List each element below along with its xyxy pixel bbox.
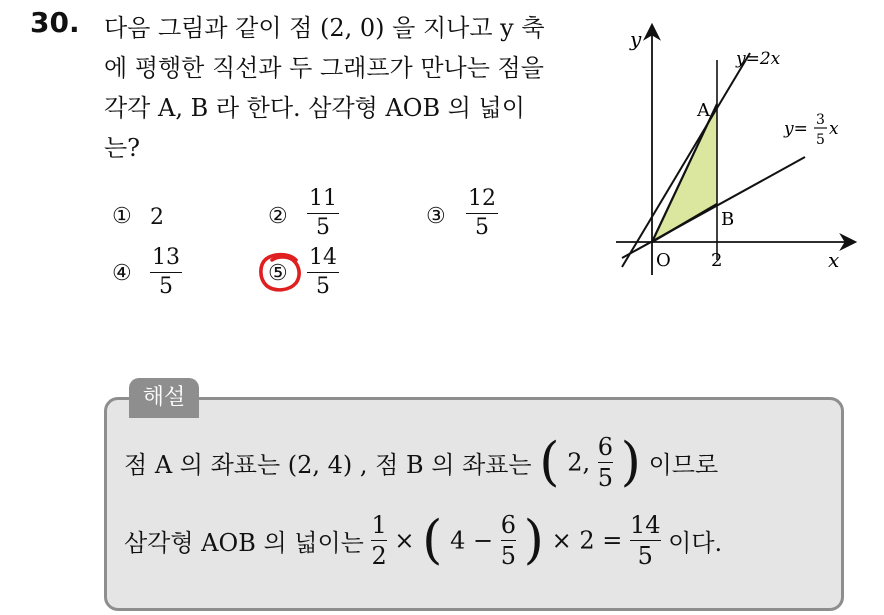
solution-fraction	[501, 510, 516, 571]
solution-text: 삼각형 AOB 의 넓이는	[124, 529, 364, 557]
paren-close: )	[620, 432, 641, 493]
question-line: 는?	[104, 134, 141, 162]
point-b-label: B	[721, 209, 735, 230]
origin-label: O	[656, 250, 671, 271]
fraction-numerator: 1	[371, 511, 387, 539]
choice-fraction	[307, 244, 339, 301]
fraction-denominator: 5	[159, 274, 173, 299]
paren-close: )	[523, 510, 544, 571]
choice-fraction	[150, 244, 182, 301]
solution-fraction	[598, 432, 613, 493]
choice-mark: ④	[112, 261, 132, 286]
graph-figure	[600, 20, 860, 290]
paren-open: (	[539, 432, 560, 493]
y-axis-label: y	[630, 27, 642, 51]
fraction-numerator: 11	[309, 186, 337, 211]
fraction-denominator: 5	[500, 542, 517, 570]
solution-tab: 해설	[129, 378, 199, 418]
question-line: 각각 A, B 라 한다. 삼각형 AOB 의 넓이	[104, 94, 525, 122]
choice-value: 2	[150, 205, 164, 230]
choice-mark: ②	[268, 204, 288, 229]
question-text	[104, 8, 584, 168]
solution-operator: ×	[394, 526, 415, 555]
fraction-numerator: 6	[500, 511, 517, 539]
choice-fraction	[466, 185, 498, 242]
point-a-label: A	[697, 100, 710, 121]
solution-box	[104, 397, 844, 611]
solution-line-2	[124, 510, 722, 571]
solution-text: 4 −	[450, 526, 494, 555]
fraction-denominator: 5	[316, 215, 330, 240]
x-tick-label: 2	[711, 250, 723, 271]
choice-mark: ③	[426, 204, 446, 229]
fraction-denominator: 2	[371, 542, 387, 570]
fraction-denominator: 5	[316, 274, 330, 299]
line2-label-suffix: x	[829, 119, 839, 139]
line2-label	[783, 112, 839, 148]
solution-fraction	[630, 510, 661, 571]
solution-operator: × 2 =	[551, 526, 623, 555]
choice-mark: ①	[112, 204, 132, 229]
question-line: 에 평행한 직선과 두 그래프가 만나는 점을	[104, 54, 544, 82]
fraction-denominator: 5	[475, 215, 489, 240]
fraction-denominator: 5	[637, 542, 653, 570]
line2-label-numerator: 3	[816, 112, 825, 128]
solution-text: 이다.	[668, 529, 723, 557]
line2-label-denominator: 5	[816, 132, 825, 148]
solution-text: 2,	[567, 448, 591, 477]
line-y-2x	[622, 53, 750, 267]
fraction-numerator: 6	[597, 433, 614, 461]
line1-label: y=2x	[736, 49, 781, 69]
solution-text: 점 A 의 좌표는 (2, 4) , 점 B 의 좌표는	[124, 451, 532, 479]
fraction-numerator: 12	[468, 186, 496, 211]
choice-mark: ⑤	[268, 261, 288, 286]
line2-label-prefix: y=	[784, 119, 808, 139]
choice-fraction	[307, 185, 339, 242]
solution-fraction	[371, 510, 386, 571]
question-number: 30.	[30, 6, 80, 39]
x-axis-label: x	[828, 248, 840, 272]
fraction-denominator: 5	[597, 464, 614, 492]
question-line: 다음 그림과 같이 점 (2, 0) 을 지나고 y 축	[104, 14, 545, 42]
fraction-numerator: 13	[152, 245, 180, 270]
fraction-numerator: 14	[629, 511, 661, 539]
solution-text: 이므로	[648, 451, 719, 479]
paren-open: (	[422, 510, 443, 571]
solution-line-1	[124, 432, 718, 493]
fraction-numerator: 14	[309, 245, 337, 270]
